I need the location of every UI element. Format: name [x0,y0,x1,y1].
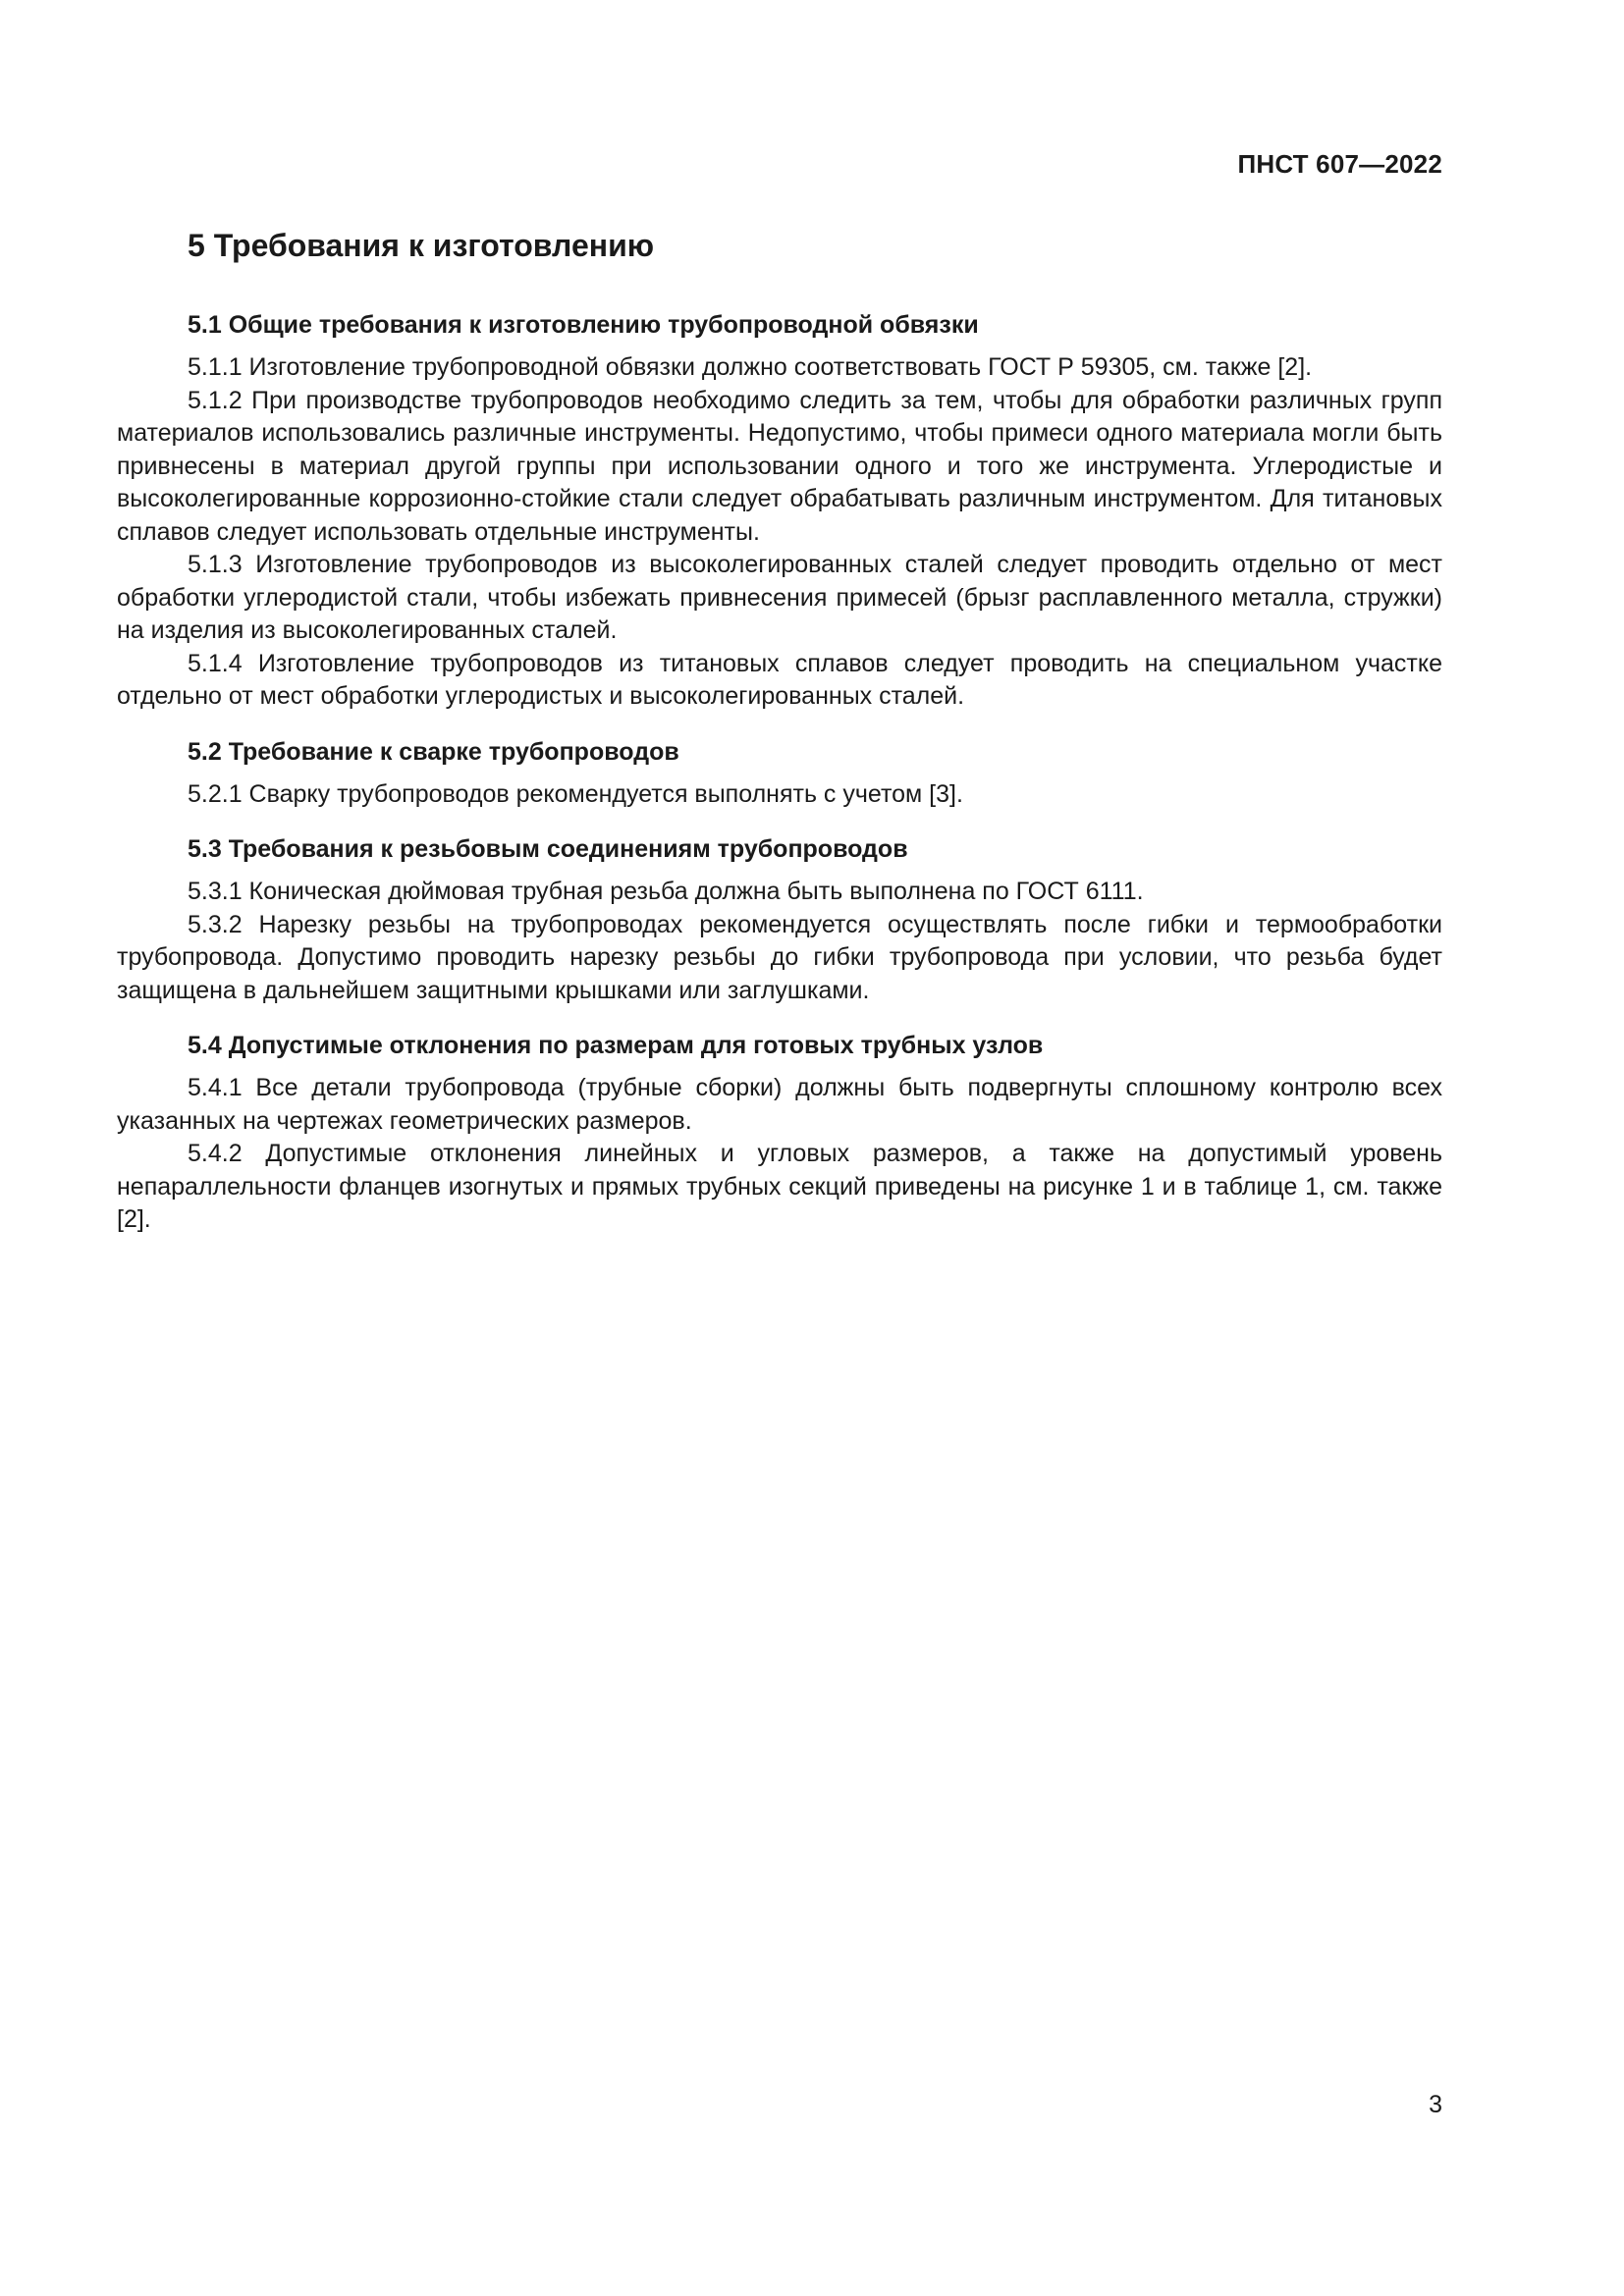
subsection-5-1 [117,308,1442,714]
paragraph: 5.2.1 Сварку трубопроводов рекомендуется выполнять с учетом [3]. [188,779,963,808]
subsection-title: 5.2 Требование к сварке трубопроводов [188,737,679,766]
paragraph: 5.1.2 При производстве трубопроводов необходимо следить за тем, чтобы для обработки различных групп материалов использовались различные инструменты. Недопустимо, чтобы примеси одного материала могли быть привнесены в материал другой группы при использовании одного и того же инструмента. Углеродистые и высоколегированные коррозионно-стойкие стали следует обрабатывать различным инструментом. Для титановых сплавов следует использовать отдельные инструменты. [117,386,1442,546]
paragraph: 5.3.1 Коническая дюймовая трубная резьба должна быть выполнена по ГОСТ 6111. [188,878,1144,905]
paragraph: 5.4.2 Допустимые отклонения линейных и угловых размеров, а также на допустимый уровень непараллельности фланцев изогнутых и прямых трубных секций приведены на рисунке 1 и в таблице 1, см. также [2]. [117,1140,1442,1233]
page-number: 3 [1429,2091,1442,2118]
subsection-title: 5.1 Общие требования к изготовлению трубопроводной обвязки [188,311,979,339]
paragraph: 5.4.1 Все детали трубопровода (трубные сборки) должны быть подвергнуты сплошному контролю всех указанных на чертежах геометрических размеров. [117,1074,1442,1135]
subsection-title: 5.3 Требования к резьбовым соединениям трубопроводов [188,835,908,863]
subsection-5-2 [117,735,1442,812]
subsection-5-3 [117,832,1442,1007]
paragraph: 5.1.1 Изготовление трубопроводной обвязки должно соответствовать ГОСТ Р 59305, см. также [2]. [188,353,1313,381]
paragraph: 5.1.3 Изготовление трубопроводов из высоколегированных сталей следует проводить отдельно от мест обработки углеродистой стали, чтобы избежать привнесения примесей (брызг расплавленного металла, стружки) на изделия из высоколегированных сталей. [117,551,1442,644]
subsection-5-4 [117,1029,1442,1237]
paragraph: 5.1.4 Изготовление трубопроводов из титановых сплавов следует проводить на специальном участке отдельно от мест обработки углеродистых и высоколегированных сталей. [117,649,1442,710]
paragraph: 5.3.2 Нарезку резьбы на трубопроводах рекомендуется осуществлять после гибки и термообработки трубопровода. Допустимо проводить нарезку резьбы до гибки трубопровода при условии, что резьба будет защищена в дальнейшем защитными крышками или заглушками. [117,910,1442,1004]
section-title: 5 Требования к изготовлению [188,228,655,263]
document-code: ПНСТ 607—2022 [1237,149,1442,179]
subsection-title: 5.4 Допустимые отклонения по размерам для готовых трубных узлов [188,1032,1044,1059]
document-content [117,222,1442,1258]
